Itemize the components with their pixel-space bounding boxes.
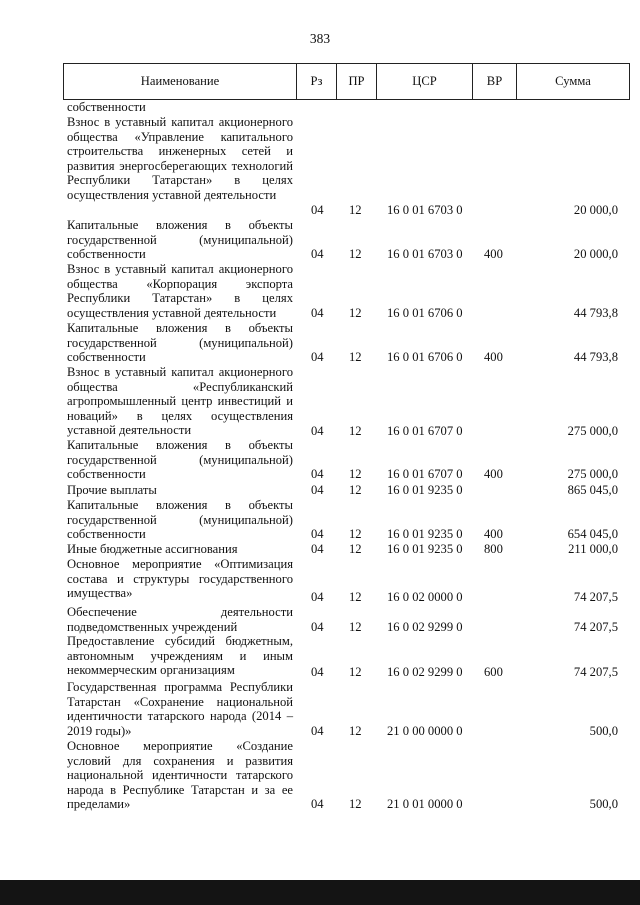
row-csr: 16 0 01 9235 0 (387, 542, 463, 556)
row-pr: 12 (349, 350, 362, 364)
row-sum: 654 045,0 (567, 527, 618, 541)
row-sum: 20 000,0 (573, 247, 618, 261)
row-rz: 04 (311, 665, 324, 679)
row-sum: 275 000,0 (567, 424, 618, 438)
header-name: Наименование (64, 64, 297, 99)
row-pr: 12 (349, 306, 362, 320)
row-sum: 500,0 (589, 724, 618, 738)
row-sum: 500,0 (589, 797, 618, 811)
row-name: Основное мероприятие «Создание условий для сохранения и развития национальной идентичности татарского народа в Республике Татарстан и за ее пределами» (67, 739, 293, 812)
row-rz: 04 (311, 483, 324, 497)
row-name: Иные бюджетные ассигнования (67, 542, 238, 556)
row-rz: 04 (311, 620, 324, 634)
row-name: Государственная программа Республики Татарстан «Сохранение национальной идентичности татарского народа (2014 – 2019 годы)» (67, 680, 293, 738)
row-sum: 865 045,0 (567, 483, 618, 497)
header-csr: ЦСР (377, 64, 473, 99)
row-pr: 12 (349, 203, 362, 217)
header-pr: ПР (337, 64, 377, 99)
row-csr: 16 0 02 0000 0 (387, 590, 463, 604)
header-sum: Сумма (555, 74, 591, 88)
scan-edge-bar (0, 880, 640, 905)
row-pr: 12 (349, 590, 362, 604)
row-sum: 44 793,8 (573, 306, 618, 320)
row-sum: 74 207,5 (573, 620, 618, 634)
row-sum: 275 000,0 (567, 467, 618, 481)
header-vr: ВР (473, 64, 517, 99)
row-vr: 800 (484, 542, 503, 556)
row-csr: 16 0 02 9299 0 (387, 665, 463, 679)
row-rz: 04 (311, 424, 324, 438)
row-name: Капитальные вложения в объекты государственной (муниципальной) собственности (67, 498, 293, 542)
row-name: Взнос в уставный капитал акционерного общества «Управление капитального строительства инженерных сетей и развития энергосберегающих технологий Республики Татарстан» в целях осуществления уставной деятельности (67, 115, 293, 202)
row-vr: 400 (484, 467, 503, 481)
row-csr: 16 0 01 6706 0 (387, 350, 463, 364)
row-pr: 12 (349, 620, 362, 634)
row-csr: 16 0 01 6703 0 (387, 247, 463, 261)
row-name: Взнос в уставный капитал акционерного общества «Республиканский агропромышленный центр инвестиций и новаций» в целях осуществления уставной деятельности (67, 365, 293, 438)
row-rz: 04 (311, 724, 324, 738)
row-pr: 12 (349, 542, 362, 556)
row-csr: 16 0 01 6703 0 (387, 203, 463, 217)
row-name: Капитальные вложения в объекты государственной (муниципальной) собственности (67, 438, 293, 482)
row-name: Взнос в уставный капитал акционерного общества «Корпорация экспорта Республики Татарстан» в целях осуществления уставной деятельности (67, 262, 293, 320)
row-csr: 16 0 01 9235 0 (387, 527, 463, 541)
row-name: Обеспечение деятельности подведомственных учреждений (67, 605, 293, 634)
row-csr: 16 0 01 9235 0 (387, 483, 463, 497)
row-csr: 16 0 01 6707 0 (387, 467, 463, 481)
row-rz: 04 (311, 590, 324, 604)
page-number: 383 (309, 31, 331, 46)
row-rz: 04 (311, 203, 324, 217)
row-pr: 12 (349, 424, 362, 438)
row-pr: 12 (349, 467, 362, 481)
row-rz: 04 (311, 467, 324, 481)
row-csr: 21 0 00 0000 0 (387, 724, 463, 738)
row-rz: 04 (311, 527, 324, 541)
row-rz: 04 (311, 350, 324, 364)
row-pr: 12 (349, 665, 362, 679)
row-rz: 04 (311, 247, 324, 261)
row-csr: 16 0 01 6707 0 (387, 424, 463, 438)
row-csr: 16 0 02 9299 0 (387, 620, 463, 634)
row-pr: 12 (349, 483, 362, 497)
table-header (63, 63, 630, 100)
row-pr: 12 (349, 724, 362, 738)
row-pr: 12 (349, 247, 362, 261)
row-name: Предоставление субсидий бюджетным, автономным учреждениям и иным некоммерческим организациям (67, 634, 293, 678)
header-rz: Рз (297, 64, 337, 99)
row-vr: 600 (484, 665, 503, 679)
row-rz: 04 (311, 306, 324, 320)
row-vr: 400 (484, 350, 503, 364)
row-sum: 74 207,5 (573, 590, 618, 604)
row-sum: 20 000,0 (573, 203, 618, 217)
row-pr: 12 (349, 797, 362, 811)
row-name: Прочие выплаты (67, 483, 157, 497)
row-name: Основное мероприятие «Оптимизация состава и структуры государственного имущества» (67, 557, 293, 601)
row-name: Капитальные вложения в объекты государственной (муниципальной) собственности (67, 321, 293, 365)
row-sum: 74 207,5 (573, 665, 618, 679)
row-csr: 21 0 01 0000 0 (387, 797, 463, 811)
row-name: собственности (67, 100, 146, 114)
row-vr: 400 (484, 527, 503, 541)
row-csr: 16 0 01 6706 0 (387, 306, 463, 320)
row-sum: 44 793,8 (573, 350, 618, 364)
row-name: Капитальные вложения в объекты государственной (муниципальной) собственности (67, 218, 293, 262)
row-vr: 400 (484, 247, 503, 261)
row-rz: 04 (311, 797, 324, 811)
row-rz: 04 (311, 542, 324, 556)
row-sum: 211 000,0 (568, 542, 618, 556)
row-pr: 12 (349, 527, 362, 541)
